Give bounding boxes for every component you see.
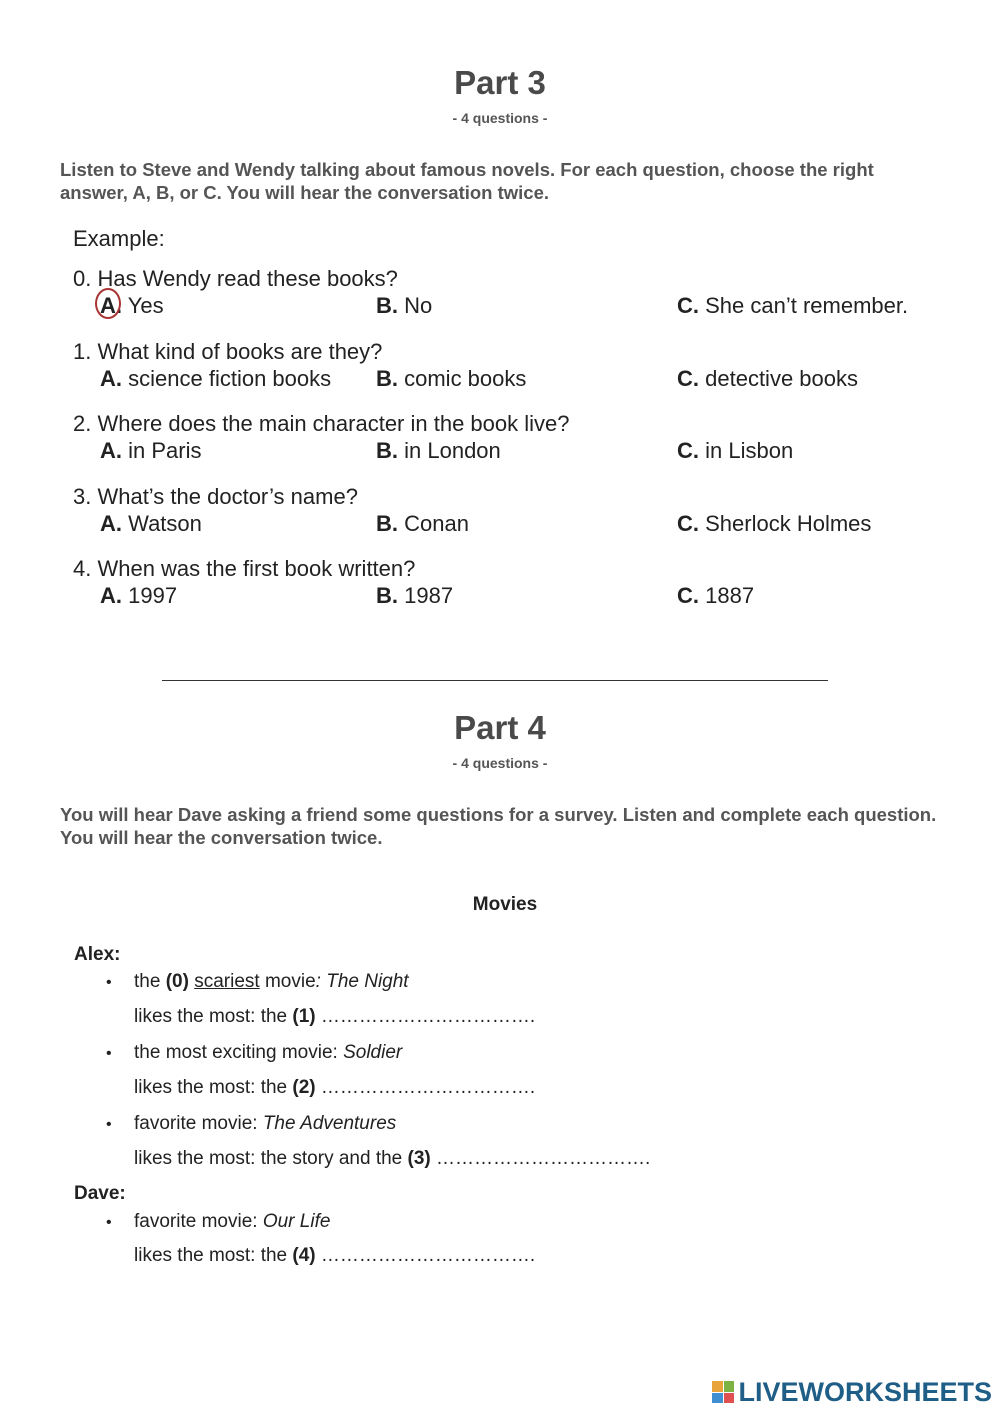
question-0-option-c[interactable]: C. She can’t remember. bbox=[677, 293, 909, 318]
answer-line-4[interactable]: likes the most: the (4) ……………………………. bbox=[134, 1245, 536, 1266]
question-1-option-c[interactable]: C. detective books bbox=[677, 366, 858, 391]
question-1-option-b[interactable]: B. comic books bbox=[376, 366, 527, 391]
question-2-option-b[interactable]: B. in London bbox=[376, 438, 501, 463]
speaker-alex: Alex: bbox=[74, 944, 121, 965]
question-2-option-a[interactable]: A. in Paris bbox=[100, 438, 202, 463]
question-4-option-b[interactable]: B. 1987 bbox=[376, 583, 454, 608]
part4-instructions: You will hear Dave asking a friend some questions for a survey. Listen and complete each question. You will hear the conversation twice. bbox=[60, 804, 937, 848]
question-2-option-c[interactable]: C. in Lisbon bbox=[677, 438, 794, 463]
part3-subtitle: - 4 questions - bbox=[452, 110, 548, 126]
part4-subtitle: - 4 questions - bbox=[452, 755, 548, 771]
bullet-icon: • bbox=[106, 1045, 112, 1062]
logo-text: LIVEWORKSHEETS bbox=[738, 1376, 992, 1407]
bullet-icon: • bbox=[106, 1214, 112, 1231]
question-0: 0. Has Wendy read these books? bbox=[73, 266, 398, 291]
logo-mark-icon bbox=[712, 1381, 734, 1403]
alex-item-0: the (0) scariest movie: The Night bbox=[134, 971, 409, 992]
dave-item-0: favorite movie: Our Life bbox=[134, 1211, 331, 1232]
answer-blank-4: ……………………………. bbox=[320, 1245, 536, 1266]
alex-item-2: favorite movie: The Adventures bbox=[134, 1113, 397, 1134]
question-4-option-c[interactable]: C. 1887 bbox=[677, 583, 755, 608]
question-4-option-a[interactable]: A. 1997 bbox=[100, 583, 178, 608]
liveworksheets-logo[interactable] bbox=[712, 1376, 992, 1408]
question-1-option-a[interactable]: A. science fiction books bbox=[100, 366, 332, 391]
example-label: Example: bbox=[73, 226, 165, 251]
question-0-option-b[interactable]: B. No bbox=[376, 293, 433, 318]
answer-blank-3: ……………………………. bbox=[436, 1148, 651, 1169]
question-0-option-a[interactable]: A. Yes bbox=[100, 293, 164, 319]
part3-instructions: Listen to Steve and Wendy talking about famous novels. For each question, choose the right answer, A, B, or C. You will hear the conversation twice. bbox=[60, 159, 874, 203]
question-1: 1. What kind of books are they? bbox=[73, 339, 383, 364]
bullet-icon: • bbox=[106, 974, 112, 991]
answer-circle-icon bbox=[95, 288, 121, 319]
answer-line-1[interactable]: likes the most: the (1) ……………………………. bbox=[134, 1006, 536, 1027]
question-3-option-b[interactable]: B. Conan bbox=[376, 511, 469, 536]
answer-blank-1: ……………………………. bbox=[320, 1006, 536, 1027]
question-3-option-a[interactable]: A. Watson bbox=[100, 511, 202, 536]
question-3-option-c[interactable]: C. Sherlock Holmes bbox=[677, 511, 872, 536]
question-3: 3. What’s the doctor’s name? bbox=[73, 484, 358, 509]
movies-heading: Movies bbox=[472, 894, 538, 915]
example-answer: scariest bbox=[194, 971, 260, 992]
answer-blank-2: ……………………………. bbox=[320, 1077, 536, 1098]
answer-line-2[interactable]: likes the most: the (2) ……………………………. bbox=[134, 1077, 536, 1098]
question-4: 4. When was the first book written? bbox=[73, 556, 416, 581]
section-divider bbox=[162, 680, 828, 681]
answer-line-3[interactable]: likes the most: the story and the (3) ……………………………. bbox=[134, 1148, 651, 1169]
part4-title: Part 4 bbox=[454, 709, 546, 746]
speaker-dave: Dave: bbox=[74, 1183, 126, 1204]
bullet-icon: • bbox=[106, 1116, 112, 1133]
alex-item-1: the most exciting movie: Soldier bbox=[134, 1042, 403, 1063]
question-2: 2. Where does the main character in the book live? bbox=[73, 411, 570, 436]
part3-title: Part 3 bbox=[454, 64, 546, 101]
